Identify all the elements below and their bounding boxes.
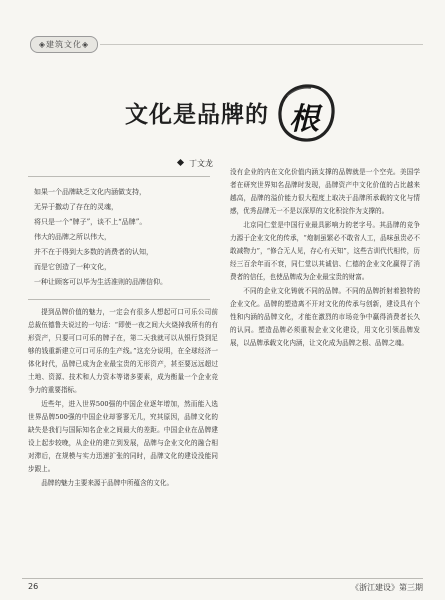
quote-line: 伟大的品牌之所以伟大， [34, 233, 111, 241]
quote-line: 并不在于得到大多数的消费者的认知， [34, 248, 153, 256]
footer-rule [22, 578, 423, 579]
right-text-column [230, 166, 420, 574]
author-name: 丁文龙 [189, 159, 213, 168]
section-tag: ◈建筑文化◈ [30, 36, 98, 53]
author-line [178, 158, 213, 169]
diamond-icon [177, 159, 184, 166]
quote-line: 而是它创造了一种文化， [34, 263, 111, 271]
quote-line: 如果一个品牌缺乏文化内涵做支持， [34, 188, 146, 196]
quote-line: 一种让顾客可以毕为生活准则的品牌信仰。 [34, 278, 167, 286]
paragraph: 不同的企业文化铸就不同的品牌。不同的品牌折射着独特的企业文化。品牌的塑造离不开对文化的传承与创新，建设具有个性和内涵的品牌文化，才能在激烈的市场竞争中赢得消费者长久的认同。塑造品牌必须重视企业文化建设，用文化引领品牌发展，以品牌承载文化内涵，让文化成为品牌之根、品牌之魂。 [230, 287, 420, 347]
page-number: 26 [28, 582, 39, 591]
intro-quote-box [28, 176, 210, 300]
quote-line: 将只是一个“牌子”，谈不上“品牌”。 [34, 218, 147, 226]
title-text: 文化是品牌的 [125, 102, 269, 128]
paragraph: 北京同仁堂是中国行业最具影响力的老字号。其品牌的竞争力源于企业文化的传承，“炮制虽繁必不敢省人工，品味虽贵必不敢减物力”，“修合无人见，存心有天知”，这些古训代代相传，历经三百余年而不衰，同仁堂以其诚信、仁德的企业文化赢得了消费者的信任，也使品牌成为企业最宝贵的财富。 [230, 221, 420, 281]
journal-name: 《浙江建设》第三期 [351, 583, 423, 592]
article-title [125, 82, 355, 144]
quote-line: 无异于撒动了存在的灵魂， [34, 203, 118, 211]
paragraph: 没有企业的内在文化价值内涵支撑的品牌就是一个空壳。美国学者在研究世界知名品牌时发现，品牌资产中文化价值的占比越来越高，品牌的溢价能力很大程度上取决于品牌所承载的文化与情感，优秀品牌无一不是以深厚的文化积淀作为支撑的。 [230, 168, 420, 215]
left-text-column [28, 306, 218, 574]
paragraph: 提到品牌价值的魅力，一定会有很多人想起可口可乐公司前总裁伍德鲁夫说过的一句话：“即使一夜之间大火烧掉我所有的有形资产，只要可口可乐的牌子在，第二天我就可以从银行贷到足够的钱重新建立可口可乐的生产线。”这充分说明，在全球经济一体化时代，品牌已成为企业最宝贵的无形资产，甚至要远远超过土地、资源、技术和人力资本等诸多要素，成为衡量一个企业竞争力的重要指标。 [28, 308, 218, 394]
header-rule [100, 44, 423, 45]
paragraph: 品牌的魅力主要来源于品牌中所蕴含的文化。 [41, 479, 174, 487]
title-ink-char: 根 [289, 102, 319, 137]
paragraph: 近些年，进入世界500强的中国企业逐年增加，然而能入选世界品牌500强的中国企业却寥寥无几，究其原因，品牌文化的缺失是我们与国际知名企业之间最大的差距。中国企业在品牌建设上起步较晚，从企业的建立到发展，品牌与企业文化的融合相对滞后，在规模与实力迅速扩张的同时，品牌文化的建设没能同步跟上。 [28, 400, 218, 473]
